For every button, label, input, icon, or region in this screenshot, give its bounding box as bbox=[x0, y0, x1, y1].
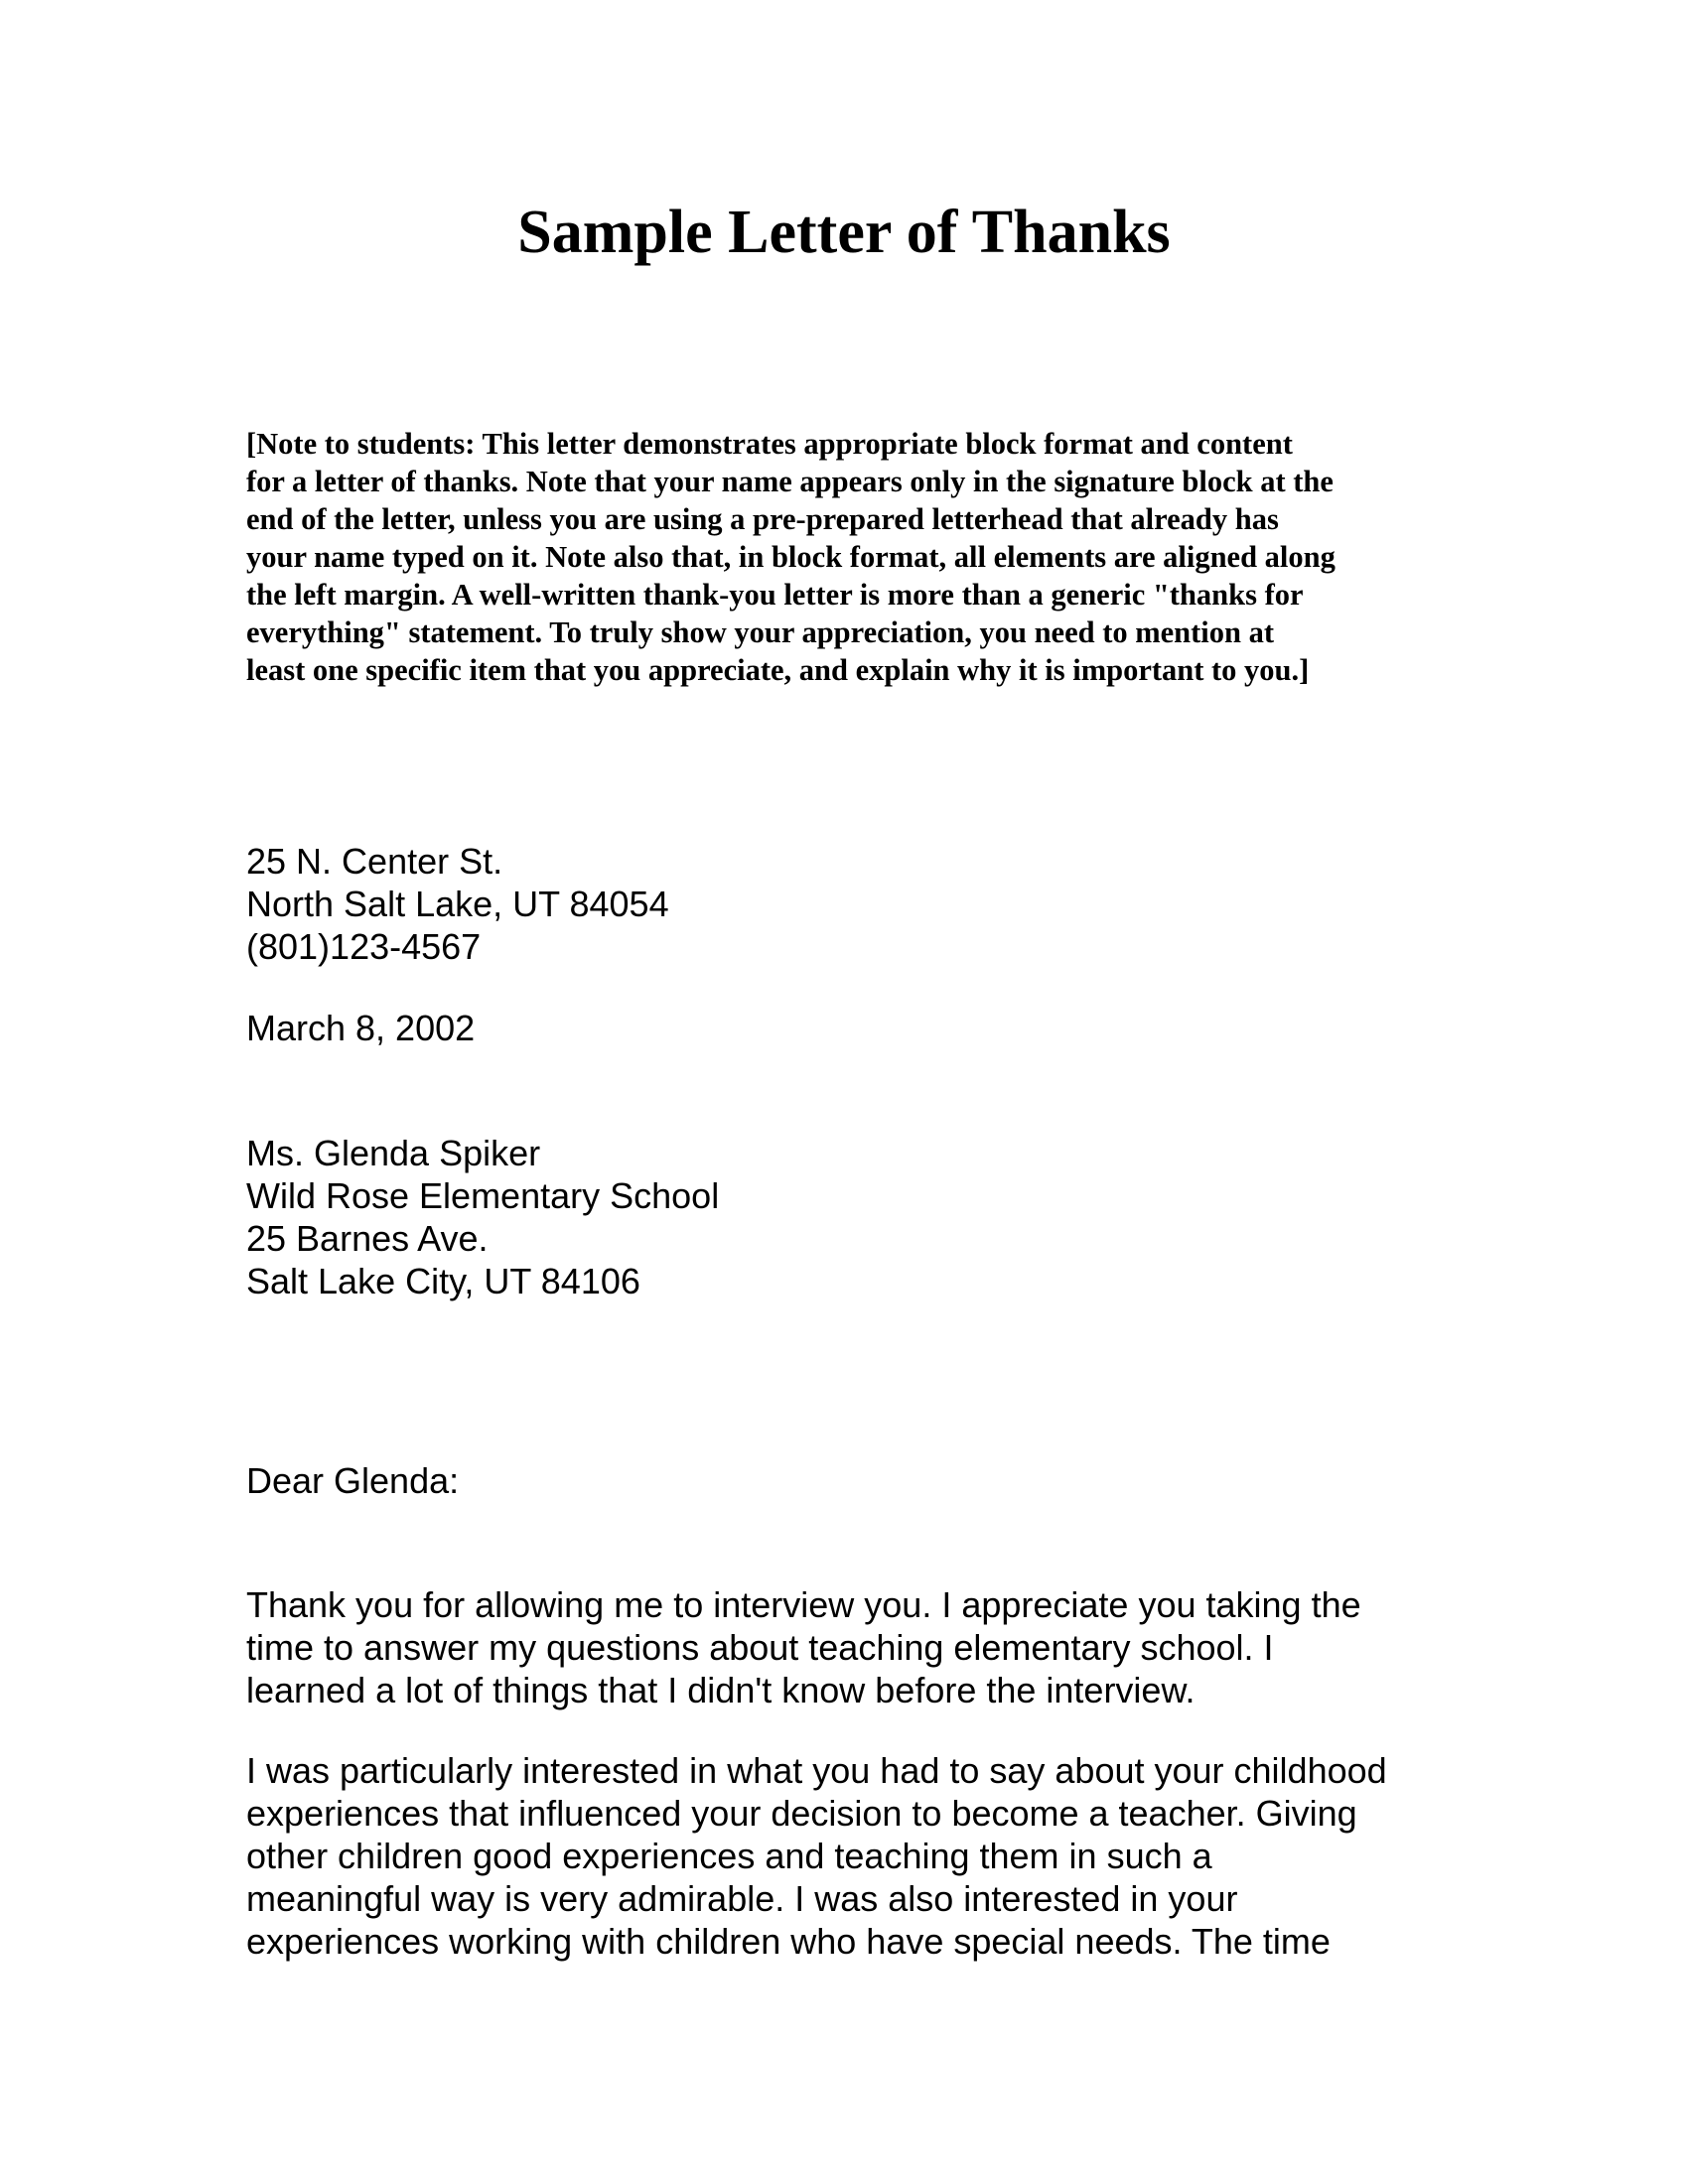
sender-address: 25 N. Center St. North Salt Lake, UT 84054 (801)123-4567 bbox=[246, 841, 669, 967]
body-paragraph: Thank you for allowing me to interview you. I appreciate you taking the time to answer my questions about teaching elementary school. I learned a lot of things that I didn't know before the interview. bbox=[246, 1584, 1361, 1710]
salutation: Dear Glenda: bbox=[246, 1460, 460, 1501]
letter-date: March 8, 2002 bbox=[246, 1008, 476, 1048]
document-title: Sample Letter of Thanks bbox=[517, 199, 1171, 266]
body-paragraph: I was particularly interested in what you had to say about your childhood experiences that influenced your decision to become a teacher. Giving other children good experiences and teaching them in such a meaningful way is very admirable. I was also interested in your experiences working with children who have special needs. The time bbox=[246, 1750, 1387, 1962]
note-to-students: [Note to students: This letter demonstrates appropriate block format and content for a letter of thanks. Note that your name appears only in the signature block at the end of the letter, unless you are using a pre-prepared letterhead that already has your name typed on it. Note also that, in block format, all elements are aligned along the left margin. A well-written thank-you letter is more than a generic "thanks for everything" statement. To truly show your appreciation, you need to mention at least one specific item that you appreciate, and explain why it is important to you.] bbox=[246, 427, 1336, 687]
recipient-address: Ms. Glenda Spiker Wild Rose Elementary School 25 Barnes Ave. Salt Lake City, UT 84106 bbox=[246, 1133, 720, 1301]
